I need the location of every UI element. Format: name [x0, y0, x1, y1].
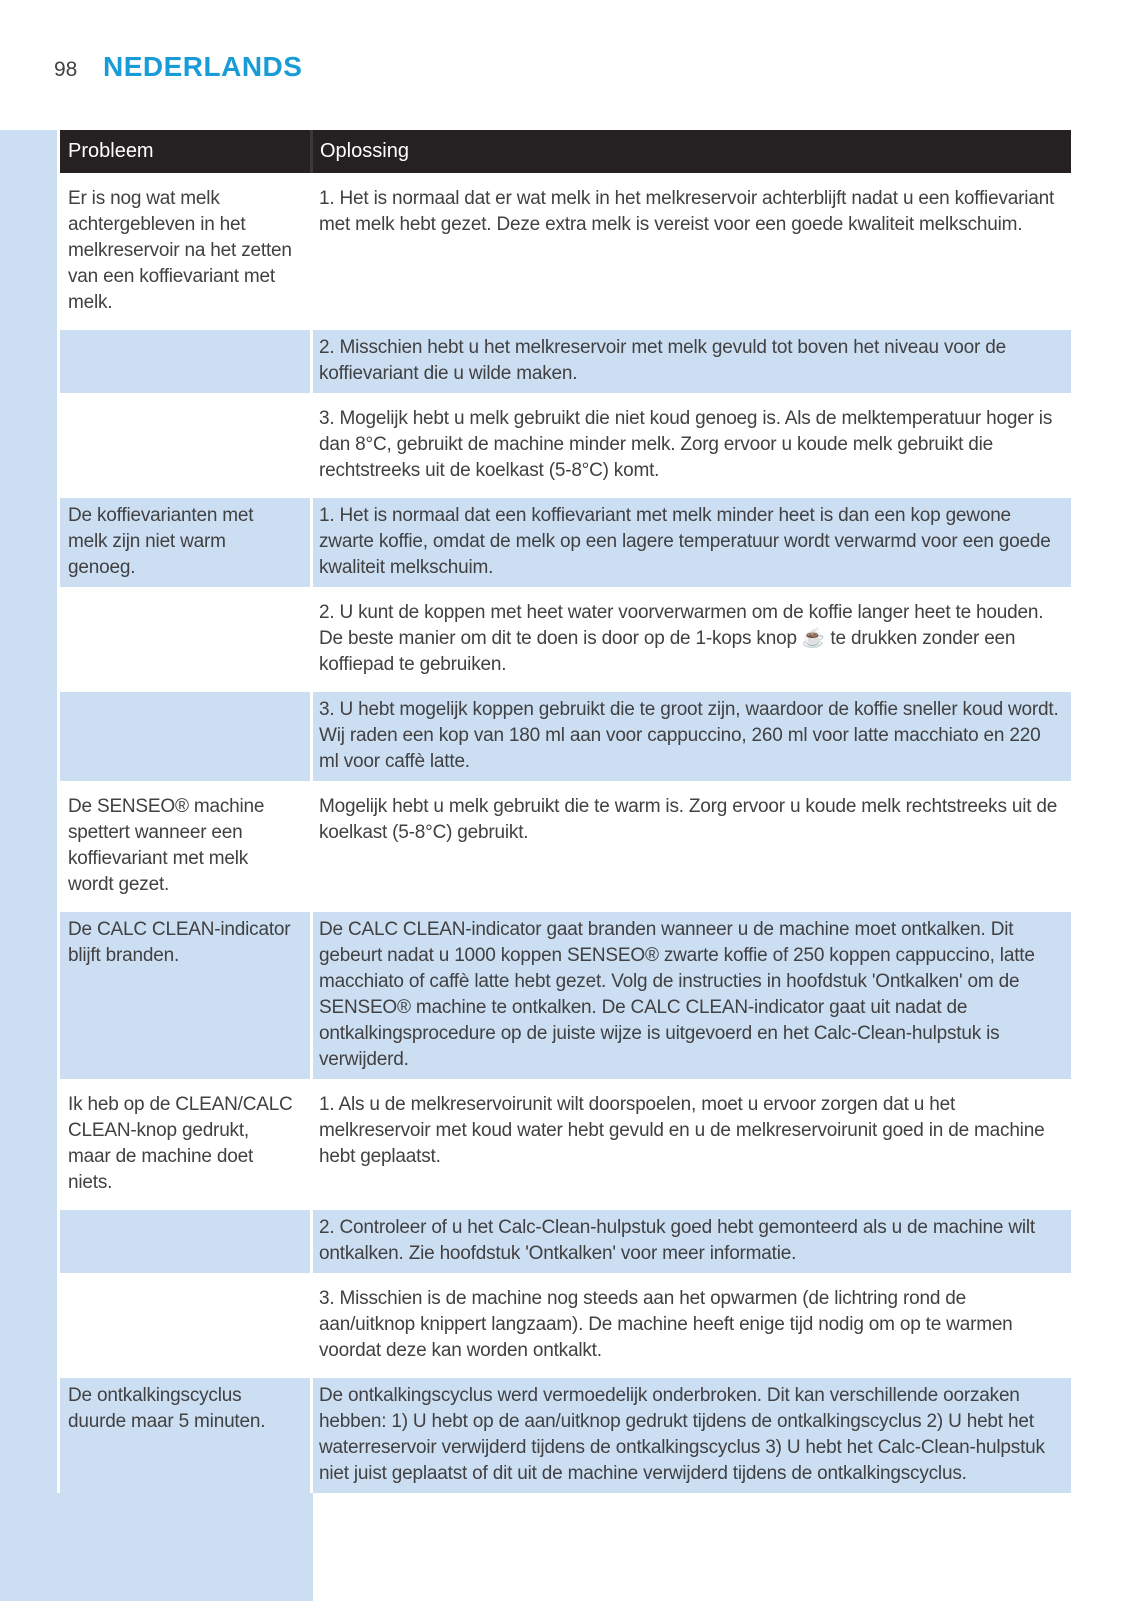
table-row	[60, 692, 1071, 781]
page-number: 98	[54, 58, 78, 81]
table-row	[60, 912, 1071, 1079]
problem-cell: De SENSEO® machine spettert wanneer een koffievariant met melk wordt gezet.	[68, 796, 265, 895]
solution-cell: 3. U hebt mogelijk koppen gebruikt die te groot zijn, waardoor de koffie sneller koud wordt. Wij raden een kop van 180 ml aan voor cappuccino, 260 ml voor latte macchiato en 220 ml voor caffè latte.	[313, 692, 1071, 781]
column-header-problem: Probleem	[68, 140, 154, 162]
problem-cell: De ontkalkingscyclus duurde maar 5 minuten.	[60, 1378, 310, 1493]
solution-cell: De ontkalkingscyclus werd vermoedelijk onderbroken. Dit kan verschillende oorzaken hebben: 1) U hebt op de aan/uitknop gedrukt tijdens de ontkalkingscyclus 2) U hebt het waterreservoir verwijderd tijdens de ontkalkingscyclus 3) U hebt het Calc-Clean-hulpstuk niet juist geplaatst of dit uit de machine verwijderd tijdens de ontkalkingscyclus.	[313, 1378, 1071, 1493]
table-row	[60, 330, 1071, 393]
solution-cell: De CALC CLEAN-indicator gaat branden wanneer u de machine moet ontkalken. Dit gebeurt nadat u 1000 koppen SENSEO® zwarte koffie of 250 koppen cappuccino, latte macchiato of caffè latte hebt gezet. Volg de instructies in hoofdstuk 'Ontkalken' om de SENSEO® machine te ontkalken. De CALC CLEAN-indicator gaat uit nadat de ontkalkingsprocedure op de juiste wijze is uitgevoerd en het Calc-Clean-hulpstuk is verwijderd.	[313, 912, 1071, 1079]
solution-cell-with-one-cup-button-icon: 2. U kunt de koppen met heet water voorverwarmen om de koffie langer heet te houden. De beste manier om dit te doen is door op de 1-kops knop ☕ te drukken zonder een koffiepad te gebruiken.	[319, 602, 1044, 675]
troubleshooting-table	[60, 130, 1071, 1601]
solution-cell: 3. Misschien is de machine nog steeds aan het opwarmen (de lichtring rond de aan/uitknop knippert langzaam). De machine heeft enige tijd nodig om op te warmen voordat deze kan worden ontkalkt.	[319, 1288, 1013, 1361]
solution-cell: 2. Misschien hebt u het melkreservoir met melk gevuld tot boven het niveau voor de koffievariant die u wilde maken.	[313, 330, 1071, 393]
table-row	[60, 1210, 1071, 1273]
language-title: NEDERLANDS	[103, 51, 303, 82]
problem-cell: Er is nog wat melk achtergebleven in het melkreservoir na het zetten van een koffievariant met melk.	[68, 188, 292, 313]
table-row	[60, 1087, 1071, 1202]
solution-cell: Mogelijk hebt u melk gebruikt die te warm is. Zorg ervoor u koude melk rechtstreeks uit de koelkast (5-8°C) gebruikt.	[319, 796, 1058, 843]
bottom-shaded-block	[0, 1493, 313, 1601]
problem-cell	[60, 595, 310, 684]
solution-cell: 1. Het is normaal dat er wat melk in het melkreservoir achterblijft nadat u een koffievariant met melk hebt gezet. Deze extra melk is vereist voor een goede kwaliteit melkschuim.	[319, 188, 1055, 235]
problem-cell	[60, 1210, 310, 1273]
problem-cell	[60, 1281, 310, 1370]
problem-cell	[60, 692, 310, 781]
table-row	[60, 789, 1071, 904]
table-row	[60, 595, 1071, 684]
problem-cell: De CALC CLEAN-indicator blijft branden.	[60, 912, 310, 1079]
table-row	[60, 1378, 1071, 1493]
solution-cell: 2. Controleer of u het Calc-Clean-hulpstuk goed hebt gemonteerd als u de machine wilt ontkalken. Zie hoofdstuk 'Ontkalken' voor meer informatie.	[313, 1210, 1071, 1273]
table-row	[60, 401, 1071, 490]
solution-cell: 1. Als u de melkreservoirunit wilt doorspoelen, moet u ervoor zorgen dat u het melkreservoir met koud water hebt gevuld en u de melkreservoirunit goed in de machine hebt geplaatst.	[319, 1094, 1045, 1167]
column-header-solution: Oplossing	[320, 140, 409, 162]
table-row	[60, 1281, 1071, 1370]
table-row	[60, 498, 1071, 587]
problem-cell	[60, 401, 310, 490]
table-row	[60, 181, 1071, 322]
problem-cell: De koffievarianten met melk zijn niet warm genoeg.	[60, 498, 310, 587]
table-header-row	[60, 130, 1071, 173]
solution-cell: 3. Mogelijk hebt u melk gebruikt die niet koud genoeg is. Als de melktemperatuur hoger is dan 8°C, gebruikt de machine minder melk. Zorg ervoor u koude melk gebruikt die rechtstreeks uit de koelkast (5-8°C) komt.	[319, 408, 1053, 481]
problem-cell: Ik heb op de CLEAN/CALC CLEAN-knop gedrukt, maar de machine doet niets.	[68, 1094, 293, 1193]
problem-cell	[60, 330, 310, 393]
solution-cell: 1. Het is normaal dat een koffievariant met melk minder heet is dan een kop gewone zwarte koffie, omdat de melk op een lagere temperatuur wordt verwarmd voor een goede kwaliteit melkschuim.	[313, 498, 1071, 587]
left-margin-strip	[0, 130, 57, 1601]
